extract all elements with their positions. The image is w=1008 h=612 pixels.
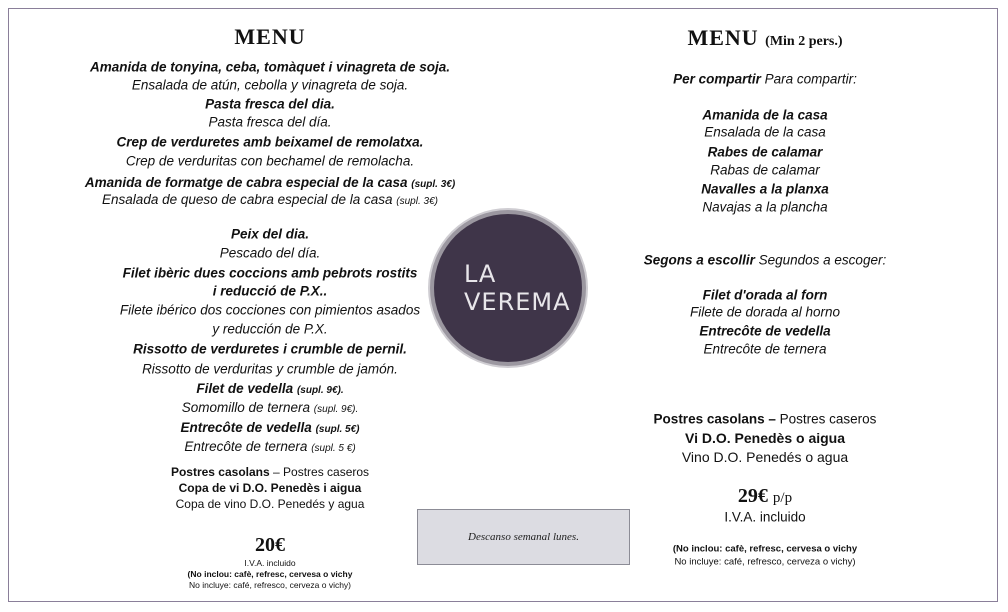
drink-es: Copa de vino D.O. Penedés y agua [175, 497, 365, 511]
dessert-line [171, 466, 369, 478]
dessert-es: Postres caseros [779, 411, 877, 427]
right-menu-title [687, 27, 842, 49]
exclusions-es: No incluye: café, refresco, cerveza o vichy) [188, 579, 352, 590]
supplement: (supl. 3€) [396, 196, 438, 207]
dish-ca [181, 421, 360, 435]
dish-ca: i reducció de P.X.. [212, 283, 328, 299]
dessert-ca: Postres casolans [170, 465, 270, 479]
exclusions-ca: (No inclou: cafè, refresc, cervesa o vichy [672, 543, 858, 555]
dish-name: Entrecôte de vedella [180, 420, 312, 435]
dish-es: Filete de dorada al horno [689, 304, 841, 320]
logo-line: LA [464, 260, 497, 288]
price [738, 486, 792, 506]
dish-name: Somomillo de ternera [181, 400, 311, 415]
vat-note: I.V.A. incluido [244, 557, 296, 568]
supplement: (supl. 9€). [313, 404, 359, 415]
dish-name: Filet de vedella [196, 381, 294, 396]
dish-name: Entrecôte de ternera [184, 439, 308, 454]
dish-es: Navajas a la plancha [702, 199, 828, 215]
dish-es: Rabas de calamar [710, 162, 820, 178]
dish-es [182, 401, 359, 415]
dish-ca: Pasta fresca del dia. [205, 96, 335, 112]
dish-es: Ensalada de la casa [704, 124, 826, 140]
price-value: 29€ [737, 485, 768, 507]
menu-subtitle: (Min 2 pers.) [765, 34, 843, 49]
section-es: Segundos a escoger: [758, 252, 887, 268]
drink-ca: Copa de vi D.O. Penedès i aigua [178, 481, 362, 495]
dessert-ca: Postres casolans – [653, 411, 776, 427]
dish-es: Ensalada de atún, cebolla y vinagreta de soja. [131, 77, 409, 93]
drink-ca: Vi D.O. Penedès o aigua [684, 430, 846, 446]
dessert-es: – Postres caseros [273, 465, 370, 479]
dish-es: Crep de verduritas con bechamel de remolacha. [125, 153, 415, 169]
dish-ca: Amanida de la casa [702, 107, 828, 123]
supplement: (supl. 9€). [296, 385, 344, 396]
section-ca: Segons a escollir [643, 252, 755, 268]
section-share [673, 72, 857, 86]
dish-ca: Peix del dia. [230, 226, 310, 242]
closing-day-note: Descanso semanal lunes. [417, 509, 630, 565]
vat-note: I.V.A. incluido [724, 509, 806, 525]
menu-title: MENU [687, 25, 759, 50]
left-menu-title: MENU [234, 24, 306, 49]
dish-name: Ensalada de queso de cabra especial de la casa [102, 192, 393, 207]
exclusions-es: No incluye: café, refresco, cerveza o vichy) [674, 556, 856, 568]
dish-es [102, 193, 438, 207]
section-es: Para compartir: [764, 71, 857, 87]
exclusions-ca: (No inclou: cafè, refresc, cervesa o vichy [187, 568, 353, 579]
supplement: (supl. 5€) [315, 424, 360, 435]
supplement: (supl. 5 €) [311, 443, 356, 454]
la-verema-logo [434, 214, 582, 362]
dish-ca: Filet d'orada al forn [702, 287, 828, 303]
dish-ca: Rabes de calamar [707, 144, 823, 160]
dish-es: y reducción de P.X. [212, 321, 328, 337]
dish-ca: Crep de verduretes amb beixamel de remolatxa. [116, 134, 424, 150]
dish-ca: Filet ibèric dues coccions amb pebrots rostits [122, 265, 418, 281]
section-second [644, 253, 886, 267]
dish-es [184, 440, 355, 454]
dish-es: Pescado del día. [219, 245, 321, 261]
price-unit: p/p [772, 490, 793, 506]
drink-es: Vino D.O. Penedés o agua [681, 449, 849, 465]
dish-es: Pasta fresca del día. [208, 114, 332, 130]
section-ca: Per compartir [673, 71, 761, 87]
dessert-line [654, 412, 877, 426]
dish-ca [85, 176, 455, 190]
dish-es: Filete ibérico dos cocciones con pimientos asados [119, 302, 421, 318]
dish-es: Entrecôte de ternera [703, 341, 827, 357]
dish-ca [196, 382, 343, 396]
dish-ca: Amanida de tonyina, ceba, tomàquet i vinagreta de soja. [89, 59, 451, 75]
logo-line: VEREMA [464, 288, 571, 316]
dish-ca: Entrecôte de vedella [699, 323, 831, 339]
price: 20€ [255, 534, 285, 556]
dish-ca: Rissotto de verduretes i crumble de pernil. [133, 341, 407, 357]
dish-es: Rissotto de verduritas y crumble de jamón. [142, 361, 398, 377]
dish-ca: Navalles a la planxa [701, 181, 829, 197]
supplement: (supl. 3€) [411, 179, 456, 190]
dish-name: Amanida de formatge de cabra especial de la casa [84, 175, 408, 190]
